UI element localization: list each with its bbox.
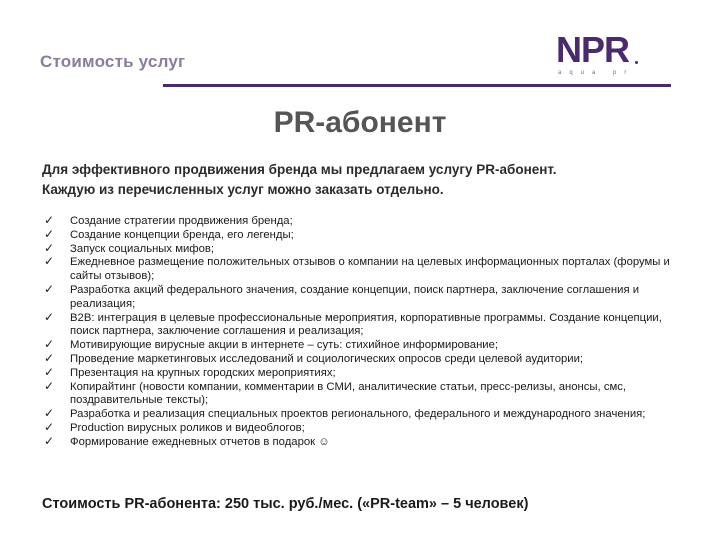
logo-subtext: aqua pr — [558, 70, 635, 76]
intro-line: Для эффективного продвижения бренда мы предлагаем услугу PR-абонент. — [42, 162, 557, 177]
service-text: B2B: интеграция в целевые профессиональные мероприятия, корпоративные программы. Создание концепции, поиск партнера, заключение соглашения и реализация; — [70, 311, 662, 338]
checkmark-icon: ✓ — [44, 378, 55, 393]
checkmark-icon: ✓ — [44, 419, 55, 434]
checkmark-icon: ✓ — [44, 406, 55, 421]
service-text: Формирование ежедневных отчетов в подарок ☺ — [70, 435, 330, 448]
slide-title: PR-абонент — [273, 106, 447, 139]
checkmark-icon: ✓ — [44, 350, 55, 365]
checkmark-icon: ✓ — [44, 281, 55, 296]
list-item — [44, 433, 684, 450]
service-text: Проведение маркетинговых исследований и социологических опросов среди целевой аудитории; — [70, 352, 584, 365]
list-item — [44, 215, 684, 229]
checkmark-icon: ✓ — [44, 240, 55, 255]
services-list — [44, 215, 684, 450]
list-item — [44, 339, 684, 353]
intro-text — [42, 160, 692, 200]
list-item — [44, 378, 684, 409]
list-item — [44, 364, 684, 381]
service-text: Production вирусных роликов и видеоблогов; — [70, 421, 305, 434]
logo-dot — [635, 61, 638, 64]
service-text: Разработка и реализация специальных проектов регионального, федерального и международного значения; — [70, 408, 646, 421]
service-text: Разработка акций федерального значения, создание концепции, поиск партнера, заключение соглашения и реализация; — [70, 283, 640, 310]
list-item — [44, 419, 684, 436]
list-item — [44, 226, 684, 243]
service-text: Презентация на крупных городских мероприятиях; — [70, 366, 336, 379]
list-item — [44, 408, 684, 422]
checkmark-icon: ✓ — [44, 433, 55, 448]
list-item — [44, 256, 684, 284]
checkmark-icon: ✓ — [44, 226, 55, 241]
checkmark-icon: ✓ — [44, 364, 55, 379]
checkmark-icon: ✓ — [44, 213, 55, 227]
service-text: Создание стратегии продвижения бренда; — [70, 215, 293, 227]
section-title: Стоимость услуг — [40, 52, 186, 71]
service-text: Копирайтинг (новости компании, комментарии в СМИ, аналитические статьи, пресс-релизы, анонсы, смс, поздравительные тексты); — [70, 380, 627, 407]
checkmark-icon: ✓ — [44, 309, 55, 324]
company-logo — [556, 29, 656, 80]
list-item — [44, 350, 684, 367]
service-text: Создание концепции бренда, его легенды; — [70, 228, 294, 241]
price-statement: Стоимость PR-абонента: 250 тыс. руб./мес. («PR-team» – 5 человек) — [42, 496, 529, 512]
service-text: Ежедневное размещение положительных отзывов о компании на целевых информационных порталах (форумы и сайты отзывов); — [70, 256, 670, 283]
list-item — [44, 309, 684, 340]
service-text: Мотивирующие вирусные акции в интернете – суть: стихийное информирование; — [70, 339, 499, 352]
service-text: Запуск социальных мифов; — [70, 242, 215, 255]
intro-line: Каждую из перечисленных услуг можно заказать отдельно. — [42, 182, 444, 197]
header-divider — [163, 84, 671, 87]
logo-text: NPR — [556, 29, 630, 70]
checkmark-icon: ✓ — [44, 254, 55, 269]
list-item — [44, 281, 684, 312]
checkmark-icon: ✓ — [44, 337, 55, 352]
list-item — [44, 240, 684, 257]
